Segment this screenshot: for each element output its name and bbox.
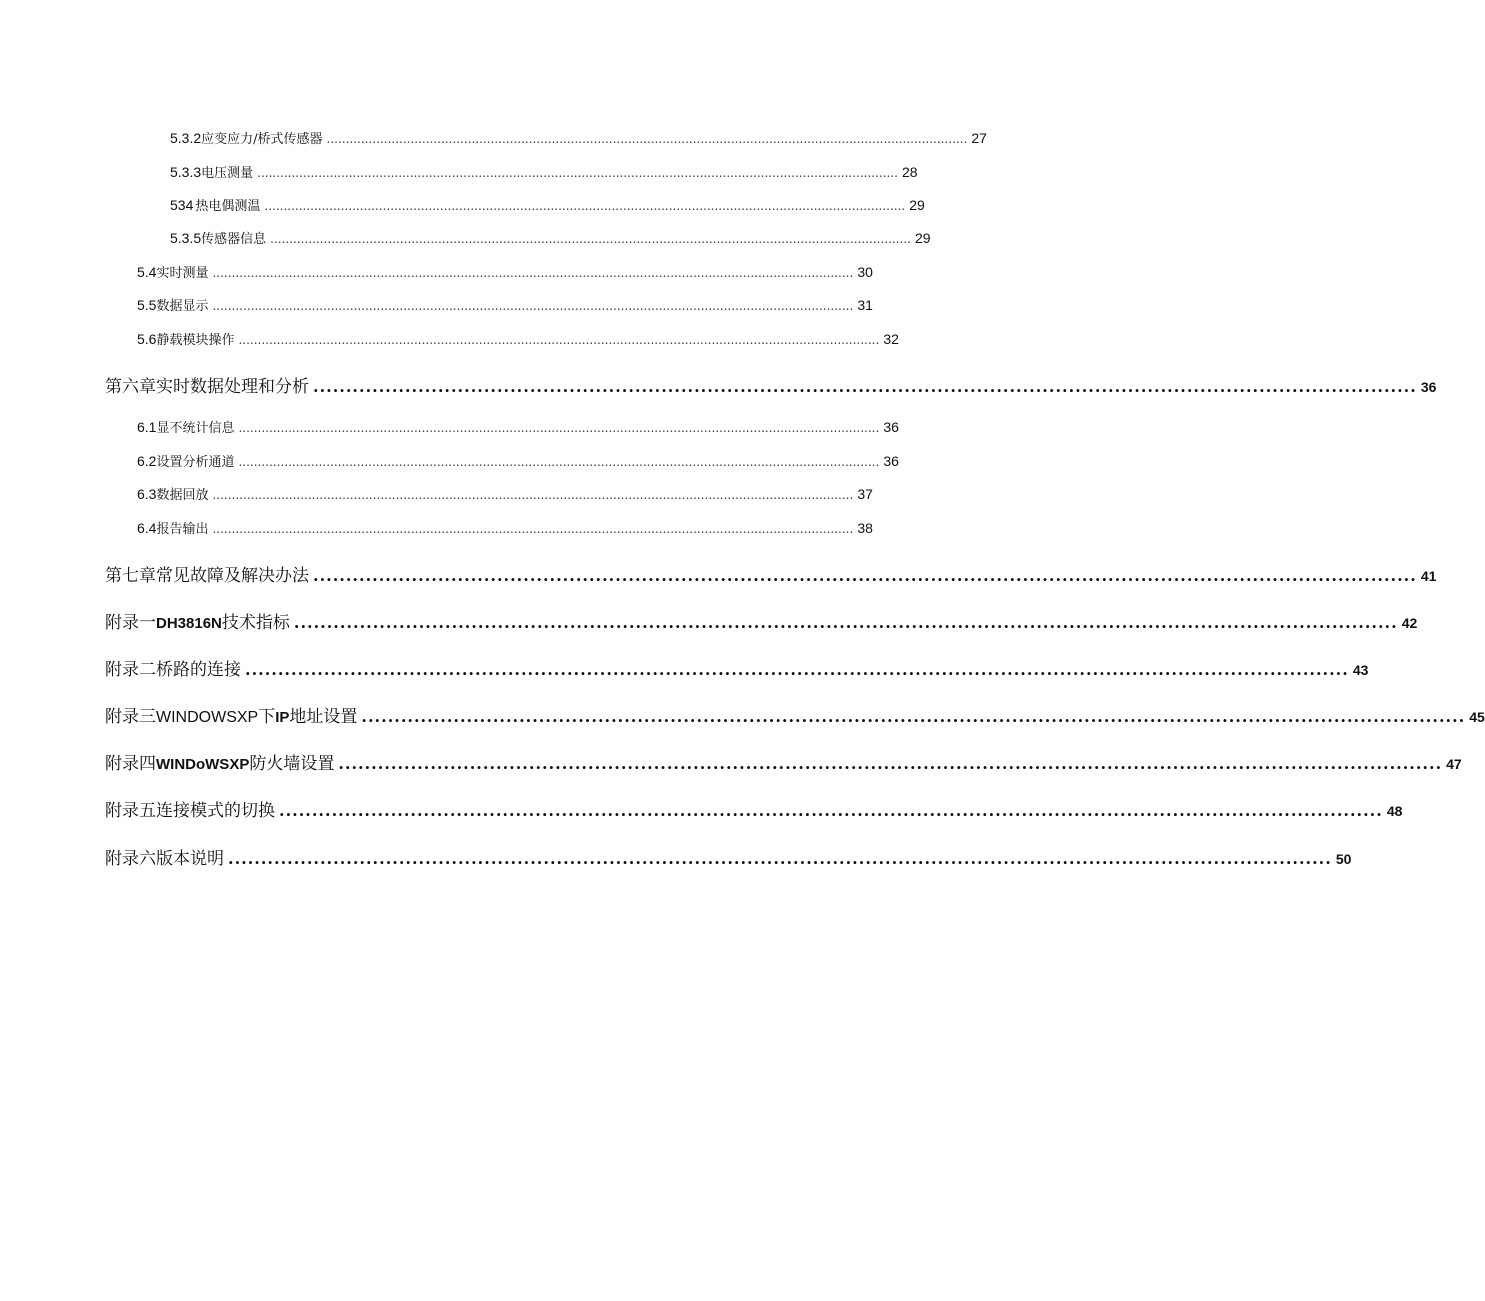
appendix-mid: 下 xyxy=(258,707,276,727)
dot-leader: ........................................................................................................................................................................ xyxy=(238,421,880,435)
toc-chapter-6[interactable] xyxy=(105,372,1437,398)
toc-entry-5-3-5[interactable] xyxy=(170,228,931,248)
appendix-title xyxy=(105,749,334,774)
dot-leader: ........................................................................................................................................................................ xyxy=(338,754,1443,773)
dot-leader: ........................................................................................................................................................................ xyxy=(279,801,1383,820)
dot-leader: ........................................................................................................................................................................ xyxy=(361,707,1466,726)
section-number: 6.2 xyxy=(137,453,157,469)
section-number: 5.3.2 xyxy=(170,130,202,146)
appendix-prefix: 附录四 xyxy=(105,754,156,774)
toc-entry-6-1[interactable] xyxy=(137,417,899,437)
dot-leader: ........................................................................................................................................................................ xyxy=(212,266,854,280)
toc-entry-5-5[interactable] xyxy=(137,295,873,315)
appendix-title: 附录五连接模式的切换 xyxy=(105,801,275,821)
chapter-title: 第六章实时数据处理和分析 xyxy=(105,377,309,397)
chapter-title: 第七章常见故障及解决办法 xyxy=(105,566,309,586)
dot-leader: ........................................................................................................................................................................ xyxy=(212,522,854,536)
appendix-suffix: 技术指标 xyxy=(221,613,290,633)
section-title: 数据显示 xyxy=(156,299,209,314)
toc-entry-6-2[interactable] xyxy=(137,451,899,471)
dot-leader: ........................................................................................................................................................................ xyxy=(212,299,854,313)
toc-appendix-3[interactable] xyxy=(105,702,1485,728)
section-number: 534 xyxy=(170,197,194,213)
toc-entry-5-3-4[interactable] xyxy=(170,195,925,215)
toc-appendix-6[interactable] xyxy=(105,844,1352,870)
dot-leader: ........................................................................................................................................................................ xyxy=(212,488,854,502)
page-number: 29 xyxy=(914,230,931,246)
toc-appendix-5[interactable] xyxy=(105,796,1403,822)
section-number: 6.1 xyxy=(137,419,157,435)
section-number: 6.4 xyxy=(137,520,157,536)
page-number: 37 xyxy=(857,486,873,502)
toc-entry-6-4[interactable] xyxy=(137,518,873,538)
section-title: 实时测量 xyxy=(156,266,209,281)
appendix-title xyxy=(105,702,357,727)
appendix-title: 附录二桥路的连接 xyxy=(105,660,241,680)
toc-entry-5-4[interactable] xyxy=(137,262,873,282)
dot-leader: ........................................................................................................................................................................ xyxy=(293,613,1398,632)
section-number: 5.3.3 xyxy=(170,164,202,180)
appendix-title: 附录六版本说明 xyxy=(105,849,224,869)
section-title: 传感器信息 xyxy=(201,232,267,247)
appendix-suffix: 地址设置 xyxy=(289,707,358,727)
ip-label: IP xyxy=(275,709,290,726)
section-title: 设置分析通道 xyxy=(156,455,235,470)
product-model: DH3816N xyxy=(156,615,222,632)
os-name: WINDoWSXP xyxy=(156,756,250,773)
appendix-title xyxy=(105,608,290,633)
page-number: 42 xyxy=(1401,615,1418,631)
page-number: 27 xyxy=(971,130,987,146)
toc-entry-5-3-3[interactable] xyxy=(170,162,918,182)
section-title: 应变应力/桥式传感器 xyxy=(201,132,323,147)
page-number: 38 xyxy=(857,520,873,536)
page-number: 32 xyxy=(883,331,899,347)
appendix-prefix: 附录三 xyxy=(105,707,156,727)
page-number: 36 xyxy=(883,419,899,435)
dot-leader: ........................................................................................................................................................................ xyxy=(326,132,968,146)
dot-leader: ........................................................................................................................................................................ xyxy=(238,333,880,347)
page-number: 36 xyxy=(883,453,899,469)
page-number: 50 xyxy=(1335,851,1352,867)
dot-leader: ........................................................................................................................................................................ xyxy=(257,166,898,180)
page-number: 36 xyxy=(1420,379,1437,395)
page-number: 45 xyxy=(1469,709,1485,725)
section-number: 5.3.5 xyxy=(170,230,202,246)
section-number: 5.6 xyxy=(137,331,157,347)
appendix-suffix: 防火墙设置 xyxy=(249,754,335,774)
toc-appendix-1[interactable] xyxy=(105,608,1418,634)
dot-leader: ........................................................................................................................................................................ xyxy=(238,455,880,469)
dot-leader: ........................................................................................................................................................................ xyxy=(245,660,1349,679)
page-number: 43 xyxy=(1352,662,1369,678)
page-number: 28 xyxy=(901,164,918,180)
section-title: 热电偶测温 xyxy=(195,199,261,214)
section-title: 电压测量 xyxy=(201,166,254,181)
page-number: 31 xyxy=(857,297,873,313)
section-number: 6.3 xyxy=(137,486,157,502)
page-number: 29 xyxy=(909,197,925,213)
toc-entry-5-3-2[interactable] xyxy=(170,128,987,148)
section-number: 5.5 xyxy=(137,297,157,313)
page-number: 48 xyxy=(1386,803,1403,819)
dot-leader: ........................................................................................................................................................................ xyxy=(228,849,1332,868)
section-number: 5.4 xyxy=(137,264,157,280)
toc-chapter-7[interactable] xyxy=(105,561,1437,587)
os-name: WINDOWSXP xyxy=(156,709,259,726)
section-title: 显不统计信息 xyxy=(156,421,235,436)
section-title: 数据回放 xyxy=(156,488,209,503)
dot-leader: ........................................................................................................................................................................ xyxy=(270,232,911,246)
page-number: 41 xyxy=(1420,568,1437,584)
dot-leader: ........................................................................................................................................................................ xyxy=(264,199,906,213)
section-title: 报告输出 xyxy=(156,522,209,537)
section-title: 静载模块操作 xyxy=(156,333,235,348)
toc-appendix-4[interactable] xyxy=(105,749,1462,775)
page-number: 47 xyxy=(1446,756,1462,772)
toc-entry-6-3[interactable] xyxy=(137,484,873,504)
toc-appendix-2[interactable] xyxy=(105,655,1369,681)
dot-leader: ........................................................................................................................................................................ xyxy=(313,566,1417,585)
page-number: 30 xyxy=(857,264,873,280)
dot-leader: ........................................................................................................................................................................ xyxy=(313,377,1417,396)
toc-entry-5-6[interactable] xyxy=(137,329,899,349)
appendix-prefix: 附录一 xyxy=(105,613,156,633)
